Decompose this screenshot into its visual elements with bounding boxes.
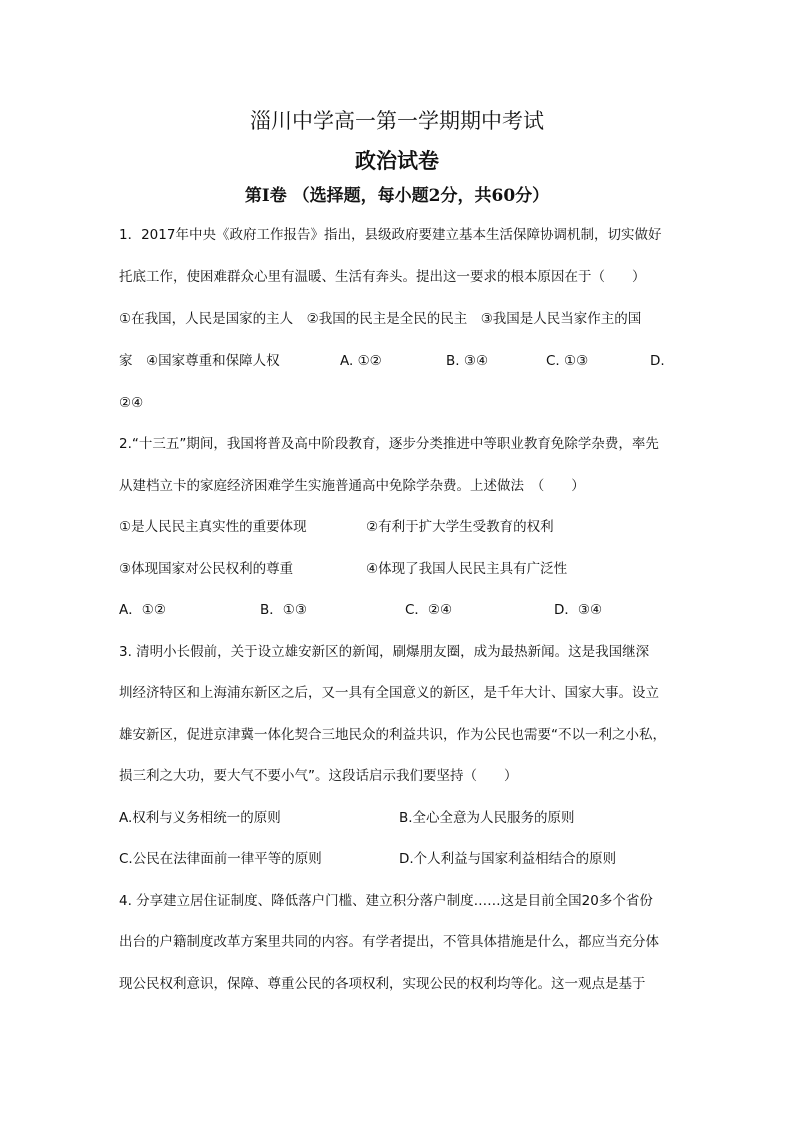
school-exam-title: 淄川中学高一第一学期期中考试 (250, 109, 544, 133)
q2-item-2: ②有利于扩大学生受教育的权利 (366, 519, 554, 535)
q3-line-4: 损三利之大功，要大气不要小气”。这段话启示我们要坚持（ ） (119, 768, 518, 784)
q4-line-3: 现公民权利意识，保障、尊重公民的各项权利，实现公民的权利均等化。这一观点是基于 (119, 976, 646, 992)
q3-line-1: 3. 清明小长假前，关于设立雄安新区的新闻，刷爆朋友圈，成为最热新闻。这是我国继深 (119, 644, 650, 660)
q1-line-5: ②④ (119, 395, 144, 411)
q1-option-c: C. ①③ (546, 353, 589, 369)
q1-option-b: B. ③④ (446, 353, 489, 369)
q2-option-a: A．①② (119, 602, 166, 618)
q2-option-d: D．③④ (554, 602, 603, 618)
q2-item-3: ③体现国家对公民权利的尊重 (119, 561, 294, 577)
section-title: 第Ⅰ卷 （选择题，每小题2分，共60分） (244, 186, 550, 206)
q2-option-c: C．②④ (405, 602, 453, 618)
q1-line-2: 托底工作，使困难群众心里有温暖、生活有奔头。提出这一要求的根本原因在于（ ） (119, 269, 646, 285)
q1-line-3: ①在我国，人民是国家的主人 ②我国的民主是全民的民主 ③我国是人民当家作主的国 (119, 311, 642, 327)
q2-item-1: ①是人民民主真实性的重要体现 (119, 519, 307, 535)
q4-line-2: 出台的户籍制度改革方案里共同的内容。有学者提出，不管具体措施是什么，都应当充分体 (119, 934, 659, 950)
q1-option-a: A. ①② (340, 353, 382, 369)
q3-option-c: C.公民在法律面前一律平等的原则 (119, 851, 322, 867)
q3-option-a: A.权利与义务相统一的原则 (119, 810, 281, 826)
q1-line-1: 1．2017年中央《政府工作报告》指出，县级政府要建立基本生活保障协调机制，切实做好 (119, 227, 662, 243)
q3-line-3: 雄安新区，促进京津冀一体化契合三地民众的利益共识，作为公民也需要“不以一利之小私， (119, 727, 666, 743)
q2-item-4: ④体现了我国人民民主具有广泛性 (366, 561, 568, 577)
q2-option-b: B．①③ (260, 602, 307, 618)
q3-option-b: B.全心全意为人民服务的原则 (399, 810, 575, 826)
q4-line-1: 4. 分享建立居住证制度、降低落户门槛、建立积分落户制度……这是目前全国20多个省份 (119, 893, 653, 909)
q3-line-2: 圳经济特区和上海浦东新区之后，又一具有全国意义的新区，是千年大计、国家大事。设立 (119, 685, 659, 701)
q1-line-4: 家 ④国家尊重和保障人权 (119, 353, 280, 369)
subject-title: 政治试卷 (355, 148, 439, 173)
q3-option-d: D.个人利益与国家利益相结合的原则 (399, 851, 617, 867)
q2-line-2: 从建档立卡的家庭经济困难学生实施普通高中免除学杂费。上述做法 （ ） (119, 478, 585, 494)
q1-option-d: D. (650, 353, 665, 369)
q2-line-1: 2.“十三五”期间，我国将普及高中阶段教育，逐步分类推进中等职业教育免除学杂费，率先 (119, 436, 659, 452)
